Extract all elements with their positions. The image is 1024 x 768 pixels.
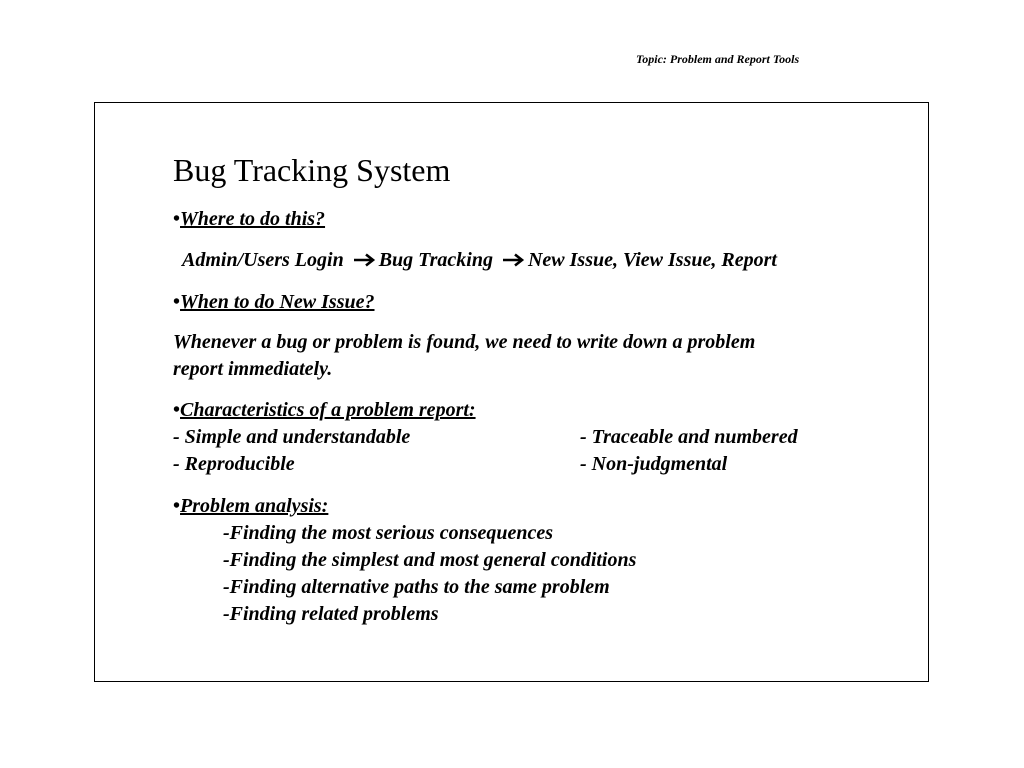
characteristic-item: - Reproducible	[173, 453, 295, 475]
where-heading-line	[173, 206, 325, 233]
analysis-item: -Finding the most serious consequences	[223, 522, 554, 544]
when-text-line-1: Whenever a bug or problem is found, we need to write down a problem	[173, 331, 756, 353]
analysis-item: -Finding alternative paths to the same problem	[223, 576, 610, 598]
analysis-heading-line	[173, 493, 328, 520]
bullet: •	[173, 208, 181, 230]
when-heading-line	[173, 289, 375, 316]
bullet: •	[173, 399, 181, 421]
path-step-bug-tracking: Bug Tracking	[378, 249, 493, 271]
where-heading: Where to do this?	[180, 208, 326, 230]
characteristics-heading: Characteristics of a problem report:	[180, 399, 476, 421]
analysis-item: -Finding related problems	[223, 603, 439, 625]
characteristic-item: - Simple and understandable	[173, 426, 411, 448]
when-text-line-2: report immediately.	[173, 358, 333, 380]
path-step-login: Admin/Users Login	[182, 249, 344, 271]
slide-title: Bug Tracking System	[173, 152, 451, 188]
bullet: •	[173, 291, 181, 313]
right-arrow-icon	[502, 253, 526, 267]
topic-header: Topic: Problem and Report Tools	[636, 52, 800, 66]
navigation-path	[182, 247, 777, 274]
analysis-item: -Finding the simplest and most general conditions	[223, 549, 637, 571]
analysis-heading: Problem analysis:	[180, 495, 329, 517]
characteristic-item: - Non-judgmental	[580, 453, 728, 475]
bullet: •	[173, 495, 181, 517]
path-step-issue-actions: New Issue, View Issue, Report	[527, 249, 777, 271]
when-heading: When to do New Issue?	[180, 291, 375, 313]
characteristic-item: - Traceable and numbered	[580, 426, 798, 448]
right-arrow-icon	[353, 253, 377, 267]
characteristics-heading-line	[173, 397, 476, 424]
